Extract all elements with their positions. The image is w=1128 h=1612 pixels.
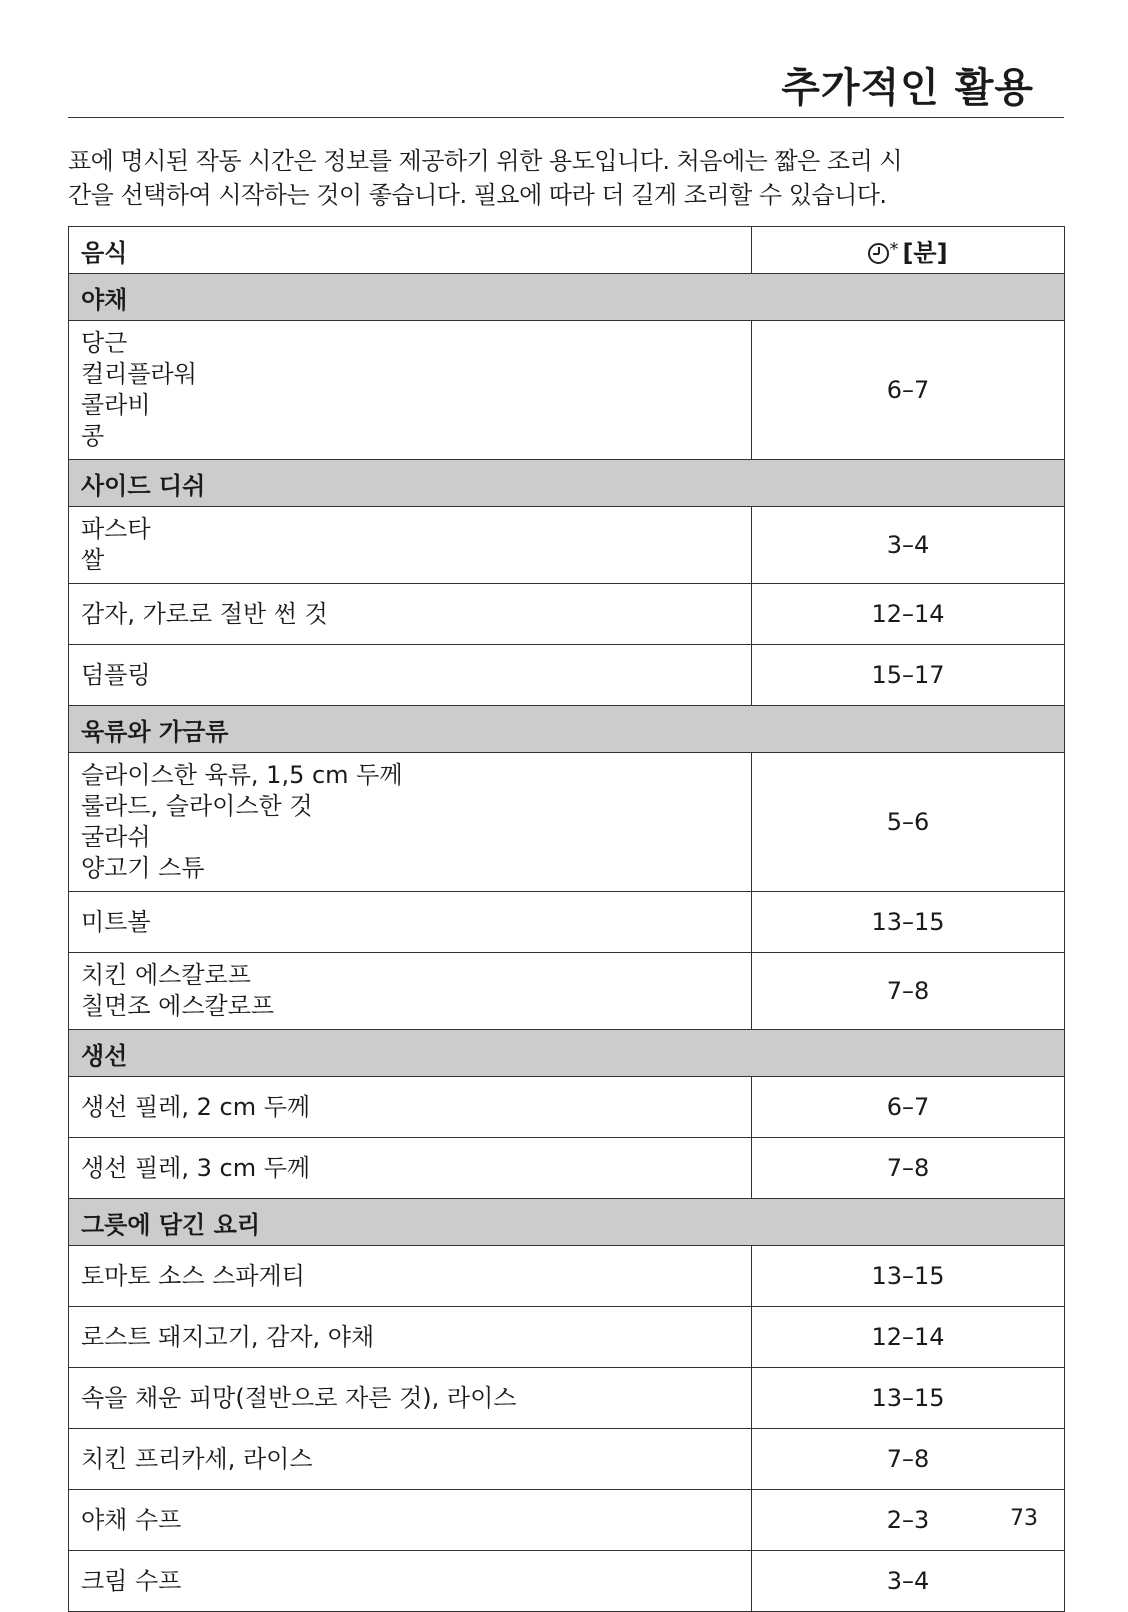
intro-paragraph (68, 144, 1068, 212)
food-cell (69, 645, 752, 706)
food-item: 콜라비 (81, 391, 151, 419)
section-label: 야채 (69, 274, 1065, 321)
time-unit: [분] (902, 238, 948, 267)
header-time (752, 227, 1065, 274)
table-row (69, 321, 1065, 460)
section-row (69, 460, 1065, 507)
food-cell (69, 1307, 752, 1368)
food-item: 미트볼 (81, 907, 151, 936)
time-cell: 7–8 (752, 1429, 1065, 1490)
food-item: 콩 (81, 422, 105, 450)
time-cell: 5–6 (752, 753, 1065, 892)
table-row (69, 584, 1065, 645)
food-item: 생선 필레, 2 cm 두께 (81, 1092, 311, 1121)
food-item: 양고기 스튜 (81, 854, 205, 882)
food-cell (69, 507, 752, 584)
intro-line: 표에 명시된 작동 시간은 정보를 제공하기 위한 용도입니다. 처음에는 짧은 조리 시 (68, 147, 903, 175)
food-item: 로스트 돼지고기, 감자, 야채 (81, 1322, 375, 1351)
section-label: 육류와 가금류 (69, 706, 1065, 753)
food-item: 파스타 (81, 515, 151, 543)
table-row (69, 1368, 1065, 1429)
time-cell: 3–4 (752, 507, 1065, 584)
table-row (69, 507, 1065, 584)
food-item: 슬라이스한 육류, 1,5 cm 두께 (81, 761, 403, 789)
food-cell (69, 953, 752, 1030)
table-row (69, 892, 1065, 953)
time-cell: 13–15 (752, 1246, 1065, 1307)
title-divider (68, 117, 1064, 118)
food-cell (69, 892, 752, 953)
time-cell: 15–17 (752, 645, 1065, 706)
section-label: 사이드 디쉬 (69, 460, 1065, 507)
table-row (69, 1490, 1065, 1551)
food-item: 야채 수프 (81, 1505, 182, 1534)
food-item: 크림 수프 (81, 1566, 182, 1595)
section-row (69, 1030, 1065, 1077)
intro-line: 간을 선택하여 시작하는 것이 좋습니다. 필요에 따라 더 길게 조리할 수 있습니다. (68, 181, 887, 209)
table-row (69, 1429, 1065, 1490)
time-cell: 6–7 (752, 1077, 1065, 1138)
table-row (69, 753, 1065, 892)
time-cell: 6–7 (752, 321, 1065, 460)
food-item: 생선 필레, 3 cm 두께 (81, 1153, 311, 1182)
table-header-row (69, 227, 1065, 274)
cooking-time-table (68, 226, 1065, 1612)
section-row (69, 706, 1065, 753)
food-item: 덤플링 (81, 660, 151, 689)
table-row (69, 1077, 1065, 1138)
food-item: 당근 (81, 329, 128, 357)
food-item: 칠면조 에스칼로프 (81, 992, 275, 1020)
table-row (69, 1307, 1065, 1368)
clock-icon (868, 243, 889, 264)
food-item: 감자, 가로로 절반 썬 것 (81, 599, 328, 628)
food-cell (69, 584, 752, 645)
section-row (69, 1199, 1065, 1246)
food-item: 컬리플라워 (81, 360, 197, 388)
time-cell: 2–3 (752, 1490, 1065, 1551)
time-cell: 12–14 (752, 1307, 1065, 1368)
food-item: 치킨 에스칼로프 (81, 961, 251, 989)
section-row (69, 274, 1065, 321)
food-cell (69, 321, 752, 460)
time-cell: 12–14 (752, 584, 1065, 645)
food-item: 쌀 (81, 546, 105, 574)
page-number: 73 (1010, 1506, 1038, 1531)
table-row (69, 953, 1065, 1030)
table-row (69, 1138, 1065, 1199)
food-item: 룰라드, 슬라이스한 것 (81, 792, 313, 820)
time-cell: 7–8 (752, 1138, 1065, 1199)
food-cell (69, 1551, 752, 1612)
food-cell (69, 1077, 752, 1138)
section-label: 생선 (69, 1030, 1065, 1077)
time-cell: 13–15 (752, 1368, 1065, 1429)
food-item: 속을 채운 피망(절반으로 자른 것), 라이스 (81, 1383, 517, 1412)
table-row (69, 645, 1065, 706)
table-row (69, 1551, 1065, 1612)
food-item: 굴라쉬 (81, 823, 151, 851)
time-cell: 3–4 (752, 1551, 1065, 1612)
food-item: 치킨 프리카세, 라이스 (81, 1444, 313, 1473)
food-cell (69, 1490, 752, 1551)
food-cell (69, 753, 752, 892)
food-cell (69, 1429, 752, 1490)
food-cell (69, 1246, 752, 1307)
food-item: 토마토 소스 스파게티 (81, 1261, 305, 1290)
food-cell (69, 1368, 752, 1429)
table-row (69, 1246, 1065, 1307)
time-cell: 13–15 (752, 892, 1065, 953)
header-food: 음식 (69, 227, 752, 274)
asterisk-mark: * (889, 238, 899, 260)
time-cell: 7–8 (752, 953, 1065, 1030)
section-label: 그릇에 담긴 요리 (69, 1199, 1065, 1246)
food-cell (69, 1138, 752, 1199)
page-title: 추가적인 활용 (781, 65, 1034, 111)
